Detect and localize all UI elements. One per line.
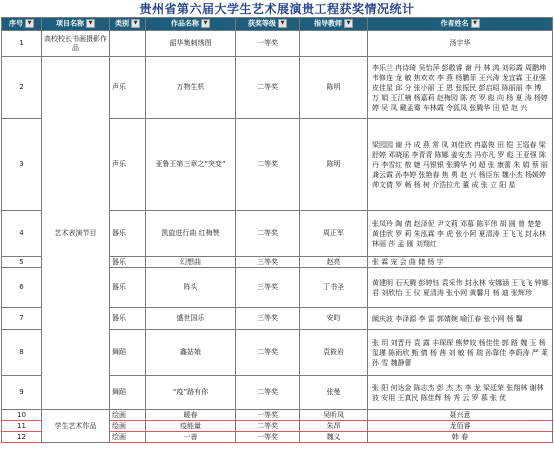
cell-teacher[interactable]: 赵亮 — [300, 257, 368, 268]
cell-authors[interactable]: 阚庆波 李泽源 李 雷 郭婧婉 喻江春 张小网 杨 馨 — [368, 308, 553, 330]
cell-no[interactable]: 1 — [2, 31, 42, 57]
cell-award[interactable]: 二等奖 — [236, 119, 300, 211]
cell-teacher[interactable]: 陈明 — [300, 57, 368, 119]
filter-dropdown-icon[interactable]: ▼ — [201, 19, 210, 28]
cell-teacher[interactable]: 魏义 — [300, 432, 368, 443]
cell-authors[interactable]: 张 阳 何达金 陈志杰 彭 杰 杰 李 龙 梁廷荣 张翔林 谢林波 安用 王真民 陈佳辉 杨 秀 云 罗 慕 张 优 — [368, 376, 553, 410]
cell-category[interactable] — [110, 31, 146, 57]
cell-authors[interactable]: 李乐兰 冉诗琦 吴怡萍 彭敬睿 谢 丹 林 鸿 刘彩霞 周鹏坤 韦修连 龙 敏 焦欢欢 李 燕 杨鹏菲 王兴涛 龙宜霖 王亚强 皮佳星 邱 分 张小丽 王 恩 张振民 彭启昭 陈丽丽 李 博 万 娟 王江楠 杨嘉莉 赵梅园 陈 亮 罗 彪 向 杨 夏 涛 杨婷婷 吴 凤 戴孟骞 车林霞 令狐凤 张腾华 田 铠 赵 兴 — [368, 57, 553, 119]
cell-project[interactable]: 艺术表演节目 — [42, 57, 110, 410]
table-row — [2, 410, 553, 421]
cell-teacher[interactable]: 安昀 — [300, 308, 368, 330]
cell-authors[interactable]: 聂兴意 — [368, 410, 553, 421]
cell-category[interactable]: 绘画 — [110, 421, 146, 432]
cell-teacher[interactable] — [300, 31, 368, 57]
cell-no[interactable]: 9 — [2, 376, 42, 410]
cell-category[interactable]: 器乐 — [110, 268, 146, 308]
cell-work[interactable]: 盛世国乐 — [146, 308, 236, 330]
cell-authors[interactable]: 韩 春 — [368, 432, 553, 443]
cell-category[interactable]: 器乐 — [110, 211, 146, 257]
cell-work[interactable]: 阵头 — [146, 268, 236, 308]
cell-teacher[interactable]: 吴昕凤 — [300, 410, 368, 421]
cell-category[interactable]: 绘画 — [110, 432, 146, 443]
table-row — [2, 57, 553, 119]
cell-award[interactable]: 一等奖 — [236, 432, 300, 443]
filter-dropdown-icon[interactable]: ▼ — [86, 19, 95, 28]
table-row — [2, 31, 553, 57]
cell-no[interactable]: 10 — [2, 410, 42, 421]
cell-work[interactable]: 鑫姑娘 — [146, 330, 236, 376]
col-header-project[interactable]: 项目名称 ▼ — [42, 18, 110, 31]
cell-no[interactable]: 3 — [2, 119, 42, 211]
awards-table — [1, 17, 553, 443]
cell-work[interactable]: 疫能量 — [146, 421, 236, 432]
cell-authors[interactable]: 汤宇华 — [368, 31, 553, 57]
cell-category[interactable]: 声乐 — [110, 119, 146, 211]
col-header-award[interactable]: 获奖等级 ▼ — [236, 18, 300, 31]
filter-dropdown-icon[interactable]: ▼ — [471, 19, 480, 28]
cell-award[interactable]: 二等奖 — [236, 376, 300, 410]
cell-work[interactable]: 幻想曲 — [146, 257, 236, 268]
cell-no[interactable]: 6 — [2, 268, 42, 308]
cell-award[interactable]: 三等奖 — [236, 268, 300, 308]
filter-dropdown-icon[interactable]: ▼ — [25, 19, 34, 28]
cell-award[interactable]: 二等奖 — [236, 57, 300, 119]
cell-no[interactable]: 7 — [2, 308, 42, 330]
cell-category[interactable]: 绘画 — [110, 410, 146, 421]
filter-dropdown-icon[interactable]: ▼ — [131, 19, 140, 28]
cell-award[interactable]: 二等奖 — [236, 421, 300, 432]
cell-no[interactable]: 12 — [2, 432, 42, 443]
cell-teacher[interactable]: 袁筱岩 — [300, 330, 368, 376]
cell-category[interactable]: 舞蹈 — [110, 376, 146, 410]
cell-category[interactable]: 器乐 — [110, 308, 146, 330]
cell-award[interactable]: 一等奖 — [236, 31, 300, 57]
cell-teacher[interactable]: 陈明 — [300, 119, 368, 211]
cell-work[interactable]: 暖春 — [146, 410, 236, 421]
cell-award[interactable]: 一等奖 — [236, 410, 300, 421]
cell-teacher[interactable]: 张曼 — [300, 376, 368, 410]
cell-no[interactable]: 4 — [2, 211, 42, 257]
cell-category[interactable]: 器乐 — [110, 257, 146, 268]
cell-authors[interactable]: 龙佰睿 — [368, 421, 553, 432]
header-row — [2, 18, 553, 31]
cell-work[interactable]: 亚鲁王第三章之“突变” — [146, 119, 236, 211]
col-header-work[interactable]: 作品名称 ▼ — [146, 18, 236, 31]
cell-work[interactable]: “疫”路有你 — [146, 376, 236, 410]
cell-authors[interactable]: 梁园园 谢 丹 成 燕 常 凤 刘佳欣 冉嘉俊 田 铠 王巡春 梁舒婷 邓晓瑶 李青青 陈娜 姜安杰 冯亦凡 罗 彪 王亚强 陈 丹 李雪红 敖 婕 马银银 张腾华 何 超 张 康蕾 朱 娟 蔡 丽 龚云霞 孙李婷 张艳春 焦 勇 赵 兴 杨臣东 魏小杰 杨媛婷 帅文倩 罗 畅 杨 树 介浩拉尤 董 成 张 立 阳 星 — [368, 119, 553, 211]
filter-dropdown-icon[interactable]: ▼ — [344, 19, 353, 28]
col-header-no[interactable]: 序号 ▼ — [2, 18, 42, 31]
cell-no[interactable]: 5 — [2, 257, 42, 268]
cell-authors[interactable]: 黄建明 石天腾 彭婷钰 袁采伟 封永林 安娜涵 王飞飞 钟娜君 刘欣怡 王 仪 夏清涛 张小网 黄馨月 杨 迪 张辉珍 — [368, 268, 553, 308]
cell-authors[interactable]: 张 玥 刘晋丹 袁 露 丰琛琛 熊梦姣 杨佳佳 郭 路 魏 玉 杨玺瑾 陈雨欣 甄 倩 杨 茜 刘 敏 杨 瑞 孙靠佳 李蔚涛 严 莱 孙 雪 魏静蕾 — [368, 330, 553, 376]
cell-no[interactable]: 11 — [2, 421, 42, 432]
cell-teacher[interactable]: 朱昂 — [300, 421, 368, 432]
cell-award[interactable]: 三等奖 — [236, 308, 300, 330]
cell-category[interactable]: 舞蹈 — [110, 330, 146, 376]
cell-work[interactable]: 一善 — [146, 432, 236, 443]
col-header-teacher[interactable]: 指导教师 ▼ — [300, 18, 368, 31]
cell-award[interactable]: 二等奖 — [236, 211, 300, 257]
sheet-title: 贵州省第六届大学生艺术展演贵工程获奖情况统计 — [139, 2, 415, 16]
cell-award[interactable]: 三等奖 — [236, 257, 300, 268]
cell-teacher[interactable]: 周正军 — [300, 211, 368, 257]
cell-project[interactable]: 学生艺术作品 — [42, 410, 110, 443]
cell-authors[interactable]: 张凤玲 陶 倩 赵泽伲 尹文莉 邓慕 陈平伟 胡 圆 曾 楚楚 黄佳欣 罗 莉 朱泓霖 李 虎 张小阿 夏清涛 王飞飞 封永林 林丽 莎 孟 匯 刘翔红 — [368, 211, 553, 257]
col-header-category[interactable]: 类别 ▼ — [110, 18, 146, 31]
col-header-authors[interactable]: 作者姓名 ▼ — [368, 18, 553, 31]
cell-authors[interactable]: 张 霖 宠 会 曲 储 杨 宇 — [368, 257, 553, 268]
cell-project[interactable]: 高校校长书画摄影作品 — [42, 31, 110, 57]
cell-no[interactable]: 2 — [2, 57, 42, 119]
cell-category[interactable]: 声乐 — [110, 57, 146, 119]
cell-teacher[interactable]: 丁书圣 — [300, 268, 368, 308]
cell-work[interactable]: 凯旋进行曲 红梅赞 — [146, 211, 236, 257]
cell-award[interactable]: 二等奖 — [236, 330, 300, 376]
cell-no[interactable]: 8 — [2, 330, 42, 376]
cell-work[interactable]: 韶华集刺绣图 — [146, 31, 236, 57]
filter-dropdown-icon[interactable]: ▼ — [278, 19, 287, 28]
cell-work[interactable]: 万物生机 — [146, 57, 236, 119]
